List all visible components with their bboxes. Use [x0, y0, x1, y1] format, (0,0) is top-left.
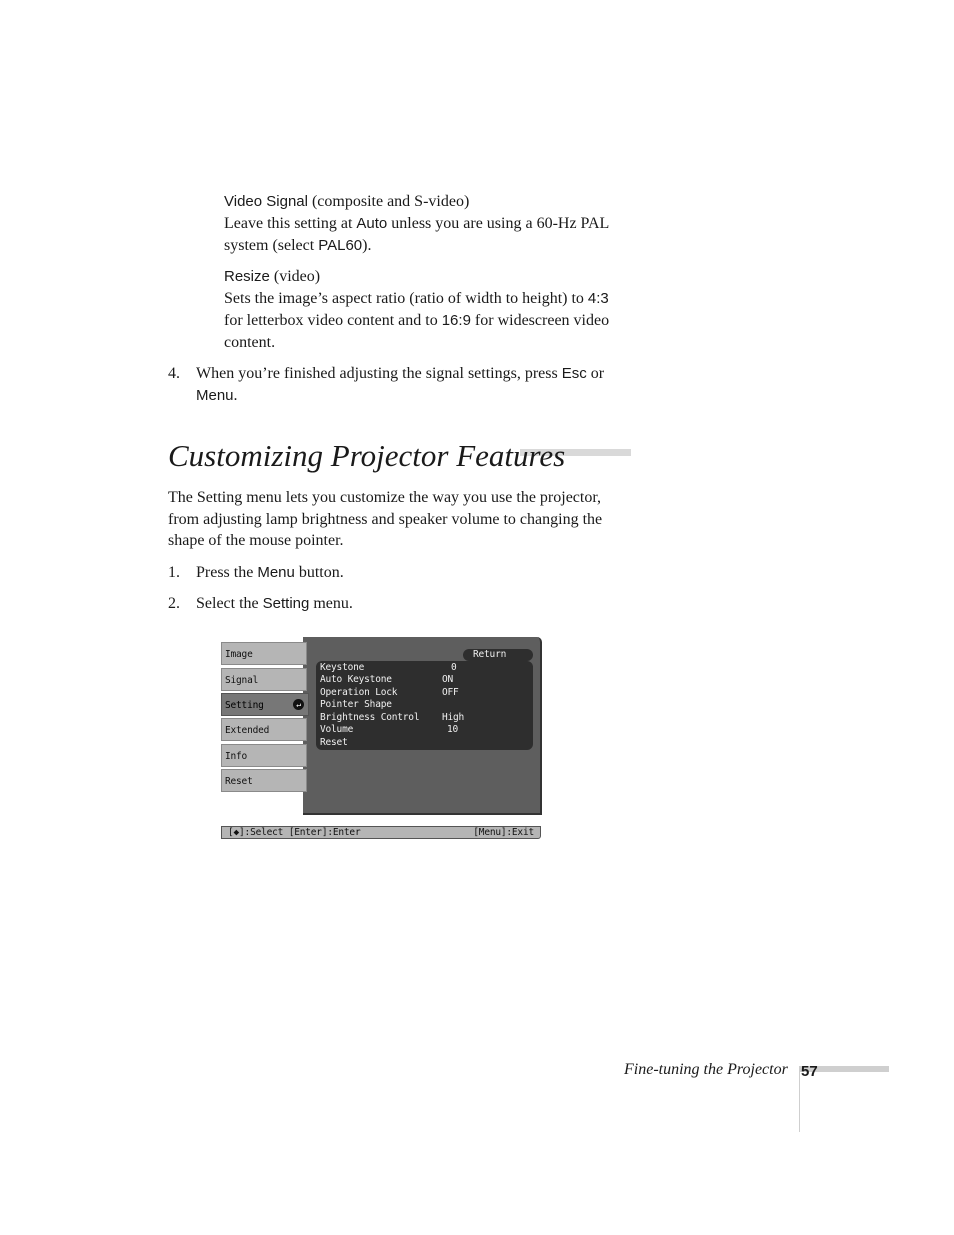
menu-tab-signal[interactable]: Signal [221, 668, 307, 691]
text-run: Sets the image’s aspect ratio (ratio of width to height) to [224, 290, 588, 307]
menu-tab-image[interactable]: Image [221, 642, 307, 665]
text-run: or [586, 365, 605, 382]
menu-value-operation-lock: OFF [442, 687, 459, 698]
step-number: 1. [168, 564, 180, 581]
text-run: menu. [309, 595, 353, 612]
step4-line1 [196, 363, 604, 385]
term-4-3: 4:3 [587, 290, 609, 307]
resize-term: Resize [224, 268, 270, 285]
term-esc: Esc [561, 365, 587, 382]
video-signal-desc-line2 [224, 235, 371, 257]
text-run: Select the [196, 595, 263, 612]
video-signal-term: Video Signal [224, 193, 308, 210]
term-menu: Menu [196, 387, 234, 404]
step-number: 2. [168, 595, 180, 612]
menu-tab-reset[interactable]: Reset [221, 769, 307, 792]
menu-tab-label: Setting [225, 700, 264, 711]
menu-item-reset[interactable]: Reset [320, 737, 348, 748]
menu-item-volume[interactable]: Volume [320, 724, 354, 735]
return-button[interactable]: Return [463, 649, 533, 661]
section-heading: Customizing Projector Features [168, 438, 566, 473]
step4-line2 [196, 385, 238, 407]
term-pal60: PAL60 [318, 237, 363, 254]
menu-item-brightness-control[interactable]: Brightness Control [320, 712, 420, 723]
text-run: Leave this setting at [224, 215, 357, 232]
intro-line2: from adjusting lamp brightness and speaker volume to changing the [168, 511, 603, 528]
term-16-9: 16:9 [441, 312, 471, 329]
menu-tab-extended[interactable]: Extended [221, 718, 307, 741]
menu-tab-info[interactable]: Info [221, 744, 307, 767]
status-left: [◆]:Select [Enter]:Enter [228, 827, 361, 838]
video-signal-desc-line1 [224, 213, 609, 235]
intro-line1: The Setting menu lets you customize the way you use the projector, [168, 489, 602, 506]
resize-heading [224, 266, 320, 288]
menu-value-auto-keystone: ON [442, 674, 454, 685]
footer-vertical-rule [799, 1066, 800, 1132]
term-menu: Menu [257, 564, 295, 581]
menu-tab-setting[interactable] [221, 693, 309, 716]
text-run: unless you are using a 60-Hz PAL [387, 215, 610, 232]
enter-icon: ↵ [293, 699, 304, 710]
menu-value-keystone: 0 [451, 662, 457, 673]
text-run: system (select [224, 237, 319, 254]
text-run: . [233, 387, 238, 404]
menu-item-pointer-shape[interactable]: Pointer Shape [320, 699, 392, 710]
resize-qualifier: (video) [269, 268, 321, 285]
text-run: ). [362, 237, 372, 254]
page-number: 57 [801, 1063, 818, 1080]
resize-desc-line3: content. [224, 334, 276, 351]
text-run: button. [294, 564, 344, 581]
text-run: Press the [196, 564, 258, 581]
menu-status-bar [221, 826, 541, 839]
resize-desc-line1 [224, 288, 609, 310]
video-signal-heading [224, 191, 469, 213]
term-setting: Setting [262, 595, 310, 612]
projector-setting-menu [221, 636, 541, 842]
menu-item-operation-lock[interactable]: Operation Lock [320, 687, 398, 698]
menu-item-auto-keystone[interactable]: Auto Keystone [320, 674, 392, 685]
text-run: for letterbox video content and to [224, 312, 442, 329]
term-auto: Auto [356, 215, 388, 232]
text-run: When you’re finished adjusting the signal settings, press [196, 365, 562, 382]
menu-value-volume: 10 [447, 724, 459, 735]
intro-line3: shape of the mouse pointer. [168, 532, 344, 549]
footer-chapter-title: Fine-tuning the Projector [624, 1061, 788, 1078]
status-right: [Menu]:Exit [473, 827, 534, 838]
step-number: 4. [168, 365, 180, 382]
menu-item-keystone[interactable]: Keystone [320, 662, 365, 673]
step2-text [196, 593, 353, 615]
text-run: for widescreen video [470, 312, 610, 329]
video-signal-qualifier: (composite and S-video) [307, 193, 470, 210]
step1-text [196, 562, 344, 584]
resize-desc-line2 [224, 310, 609, 332]
menu-value-brightness-control: High [442, 712, 465, 723]
